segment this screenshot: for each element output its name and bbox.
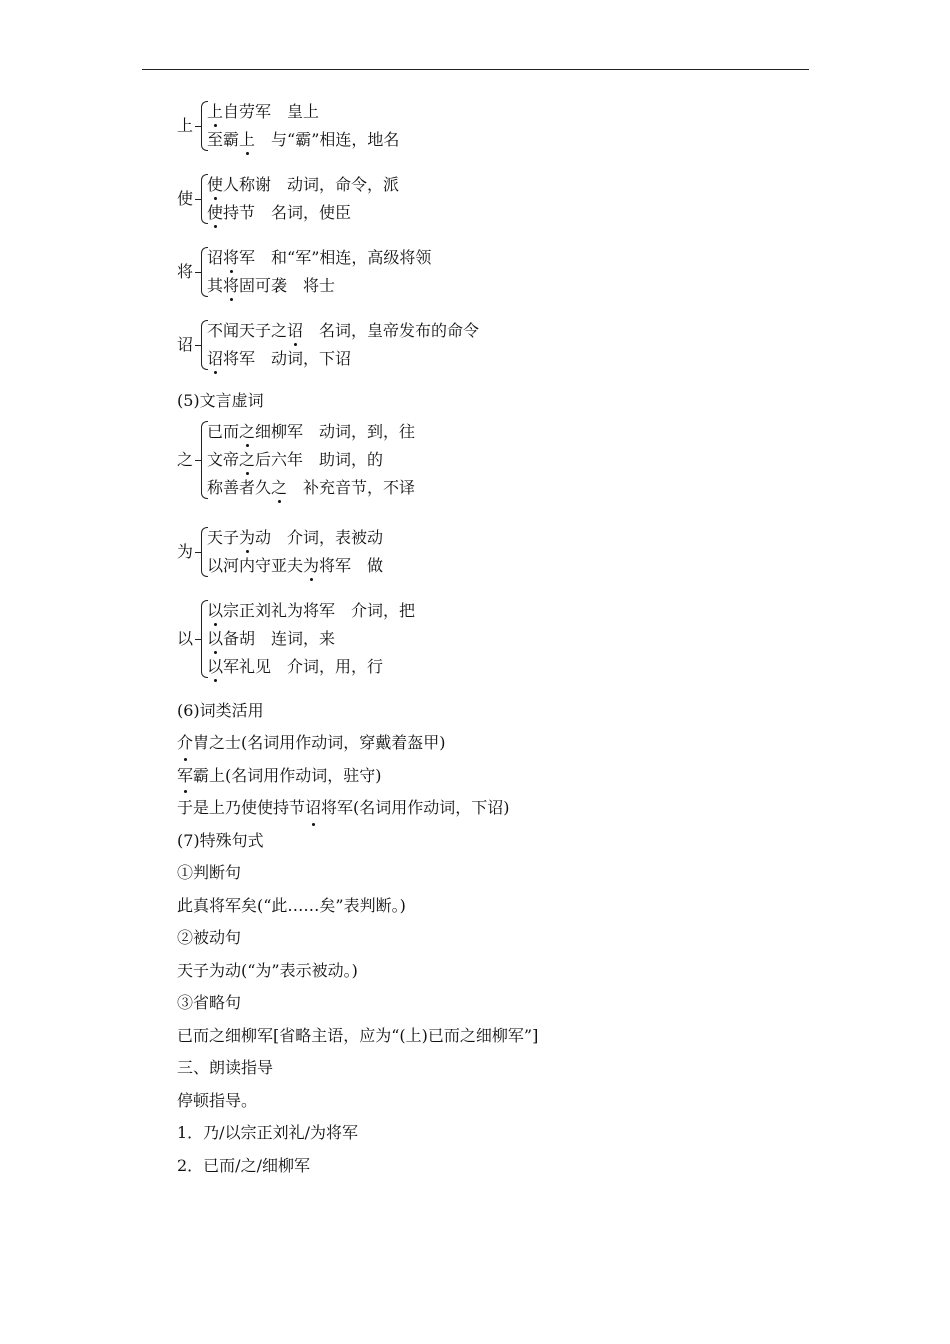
emphasized-char: 使 [207, 171, 223, 199]
word-group [177, 171, 797, 227]
header-rule [142, 69, 809, 70]
emphasized-char: 以 [207, 625, 223, 653]
group-item [207, 199, 399, 227]
word-group [177, 597, 797, 681]
text-after: 人称谢 [223, 175, 272, 194]
text-before: ①判断句 [177, 863, 242, 882]
brace [199, 320, 207, 370]
gloss: 介词，表被动 [287, 527, 384, 547]
text-before: 三、朗读指导 [177, 1058, 274, 1077]
text-before: (6)词类活用 [177, 700, 264, 720]
group-head: 上 [177, 116, 194, 135]
text-after: 将军 [319, 555, 352, 575]
text-line [177, 987, 797, 1020]
text-before: 停顿指导。 [177, 1090, 258, 1110]
brace [199, 527, 207, 577]
emphasized-char: 为 [303, 552, 319, 580]
text-before: ③省略句 [177, 993, 242, 1012]
text-before: 已而之细柳军[省略主语，应为“(上)已而之细柳军”] [177, 1025, 539, 1045]
text-before: 至霸 [207, 130, 240, 149]
group-item [207, 552, 383, 580]
text-line [177, 760, 797, 793]
group-head: 之 [177, 449, 194, 469]
text-after: 宗正刘礼为将军 [223, 600, 336, 620]
gloss: 助词，的 [319, 449, 384, 469]
text-before: 称善者久 [207, 477, 272, 497]
brace [199, 421, 207, 499]
text-before: 已而 [207, 421, 240, 441]
text-after: 固可袭 [239, 276, 288, 295]
group-item [207, 474, 415, 502]
emphasized-char: 上 [207, 98, 223, 126]
text-line [177, 1117, 797, 1150]
gloss: 介词，用，行 [287, 656, 384, 676]
text-before: 于是上乃使使持节 [177, 798, 306, 817]
text-before: 1．乃/以宗正刘礼/为将军 [177, 1123, 358, 1142]
text-line [177, 1150, 797, 1183]
emphasized-char: 诏 [207, 345, 223, 373]
group-item [207, 272, 431, 300]
gloss: 动词，下诏 [271, 349, 352, 368]
emphasized-char: 为 [239, 524, 255, 552]
group-items [207, 524, 383, 580]
text-after: 将军(名词用作动词，下诏) [321, 798, 510, 817]
text-before: 文帝 [207, 449, 240, 469]
emphasized-char: 诏 [305, 792, 321, 825]
text-after: 细柳军 [255, 421, 304, 441]
gloss: 补充音节，不译 [303, 477, 416, 497]
text-line [177, 792, 797, 825]
text-line [177, 825, 797, 858]
text-after: 自劳军 [223, 102, 272, 121]
group-item [207, 345, 479, 373]
section-heading: (5)文言虚词 [177, 391, 264, 410]
emphasized-char: 之 [271, 474, 287, 502]
group-items [207, 597, 415, 681]
text-line [177, 890, 797, 923]
group-item [207, 446, 415, 474]
gloss: 和“军”相连，高级将领 [271, 248, 432, 267]
document-body [177, 98, 797, 1182]
text-after: 霸上(名词用作动词，驻守) [193, 765, 382, 785]
text-before: 2．已而/之/细柳军 [177, 1155, 310, 1175]
text-line [177, 1052, 797, 1085]
text-before: 其 [207, 276, 224, 295]
text-line [177, 1085, 797, 1118]
word-group [177, 418, 797, 502]
gloss: 与“霸”相连，地名 [271, 130, 400, 149]
emphasized-char: 介 [177, 727, 193, 760]
emphasized-char: 军 [177, 760, 193, 793]
word-group [177, 98, 797, 154]
text-after: 胄之士(名词用作动词，穿戴着盔甲) [193, 733, 446, 752]
group-item [207, 98, 399, 126]
group-head: 为 [177, 541, 194, 561]
text-after: 将军 [223, 349, 256, 368]
text-after: 军礼见 [223, 656, 272, 676]
text-line [177, 955, 797, 988]
group-items [207, 317, 479, 373]
text-line [177, 922, 797, 955]
text-after: 备胡 [223, 628, 256, 648]
gloss: 介词，把 [351, 600, 416, 620]
gloss: 动词，命令，派 [287, 175, 400, 194]
group-head: 使 [177, 189, 194, 208]
text-after: 后六年 [255, 449, 304, 469]
text-before: ②被动句 [177, 928, 242, 947]
emphasized-char: 诏 [287, 317, 303, 345]
text-before: 天子 [207, 527, 240, 547]
group-head: 以 [177, 628, 194, 648]
gloss: 将士 [303, 276, 336, 295]
group-item [207, 418, 415, 446]
text-after: 持节 [223, 203, 256, 222]
emphasized-char: 将 [223, 244, 239, 272]
brace [199, 174, 207, 224]
group-items [207, 418, 415, 502]
text-line [177, 695, 797, 728]
group-item [207, 171, 399, 199]
text-line [177, 727, 797, 760]
word-group [177, 244, 797, 300]
text-line [177, 1020, 797, 1053]
brace [199, 600, 207, 678]
group-items [207, 244, 431, 300]
emphasized-char: 以 [207, 653, 223, 681]
text-after: 动 [255, 527, 272, 547]
gloss: 名词，皇帝发布的命令 [319, 321, 480, 340]
group-items [207, 171, 399, 227]
group-item [207, 597, 415, 625]
group-head: 将 [177, 262, 194, 281]
group-item [207, 653, 415, 681]
group-item [207, 126, 399, 154]
emphasized-char: 将 [223, 272, 239, 300]
group-item [207, 625, 415, 653]
emphasized-char: 之 [239, 418, 255, 446]
text-before: (7)特殊句式 [177, 830, 264, 850]
group-item [207, 244, 431, 272]
text-before: 此真将军矣(“此……矣”表判断。) [177, 895, 406, 915]
emphasized-char: 以 [207, 597, 223, 625]
emphasized-char: 之 [239, 446, 255, 474]
gloss: 做 [367, 555, 384, 575]
gloss: 皇上 [287, 102, 320, 121]
brace [199, 101, 207, 151]
gloss: 名词，使臣 [271, 203, 352, 222]
group-item [207, 317, 479, 345]
text-before: 不闻天子之 [207, 321, 288, 340]
text-before: 以河内守亚夫 [207, 555, 304, 575]
gloss: 动词，到，往 [319, 421, 416, 441]
group-item [207, 524, 383, 552]
gloss: 连词，来 [271, 628, 336, 648]
emphasized-char: 上 [239, 126, 255, 154]
brace [199, 247, 207, 297]
group-head: 诏 [177, 335, 194, 354]
word-group [177, 317, 797, 373]
text-before: 天子为动(“为”表示被动。) [177, 960, 358, 980]
word-group [177, 524, 797, 580]
emphasized-char: 使 [207, 199, 223, 227]
text-before: 诏 [207, 248, 224, 267]
text-line [177, 857, 797, 890]
group-items [207, 98, 399, 154]
text-after: 军 [239, 248, 256, 267]
